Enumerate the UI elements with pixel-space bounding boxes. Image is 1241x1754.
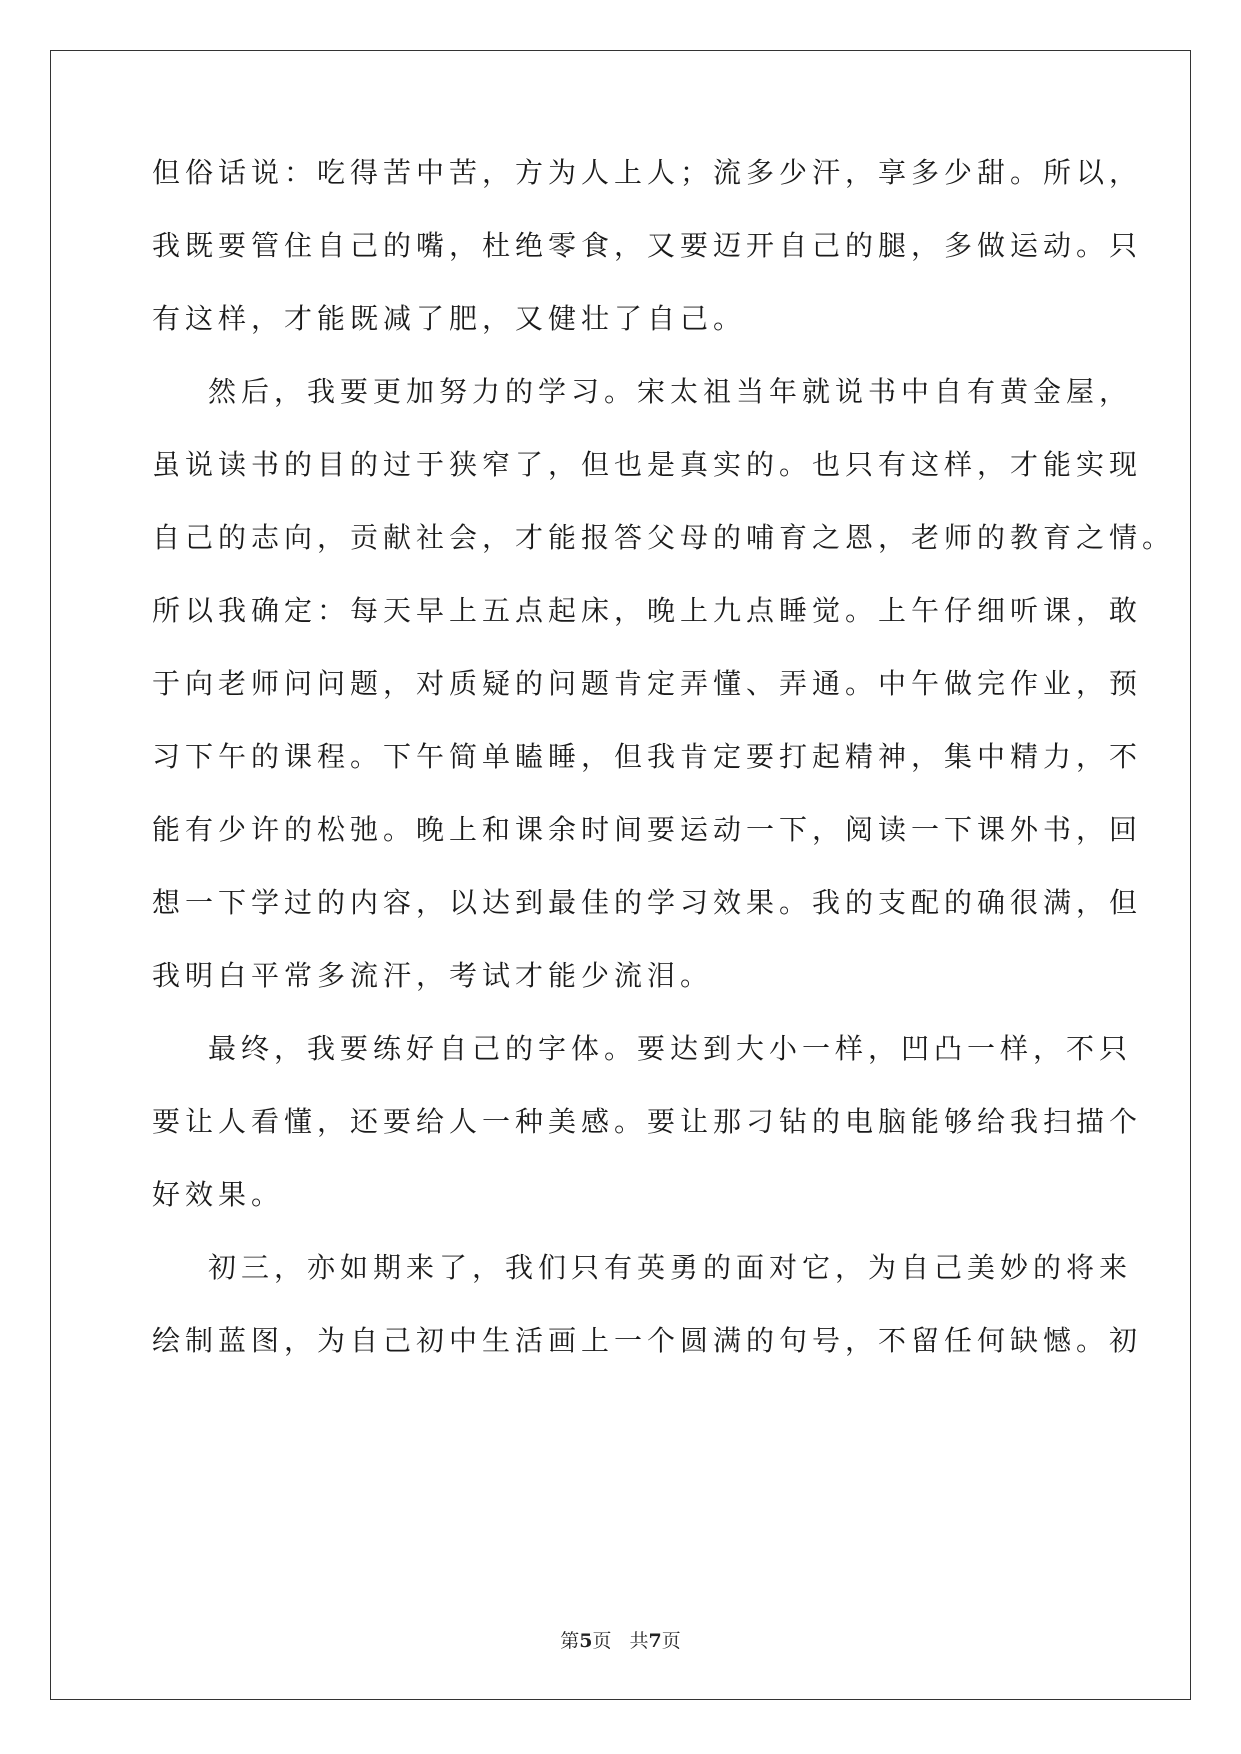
text-line: 想一下学过的内容，以达到最佳的学习效果。我的支配的确很满，但 <box>152 886 1143 919</box>
text-line: 于向老师问问题，对质疑的问题肯定弄懂、弄通。中午做完作业，预 <box>152 667 1143 700</box>
text-line: 习下午的课程。下午简单瞌睡，但我肯定要打起精神，集中精力，不 <box>152 740 1143 773</box>
text-line: 我既要管住自己的嘴，杜绝零食，又要迈开自己的腿，多做运动。只 <box>152 229 1143 262</box>
text-line: 自己的志向，贡献社会，才能报答父母的哺育之恩，老师的教育之情。 <box>152 521 1176 554</box>
total-pages: 7 <box>648 1630 662 1652</box>
total-prefix: 共 <box>629 1630 649 1652</box>
text-line: 绘制蓝图，为自己初中生活画上一个圆满的句号，不留任何缺憾。初 <box>152 1324 1143 1357</box>
text-line: 能有少许的松弛。晚上和课余时间要运动一下，阅读一下课外书，回 <box>152 813 1143 846</box>
text-line: 虽说读书的目的过于狭窄了，但也是真实的。也只有这样，才能实现 <box>152 448 1143 481</box>
paragraph-first-line: 初三，亦如期来了，我们只有英勇的面对它，为自己美妙的将来 <box>208 1251 1133 1284</box>
page-number: 5 <box>579 1630 593 1652</box>
text-line: 我明白平常多流汗，考试才能少流泪。 <box>152 959 714 992</box>
page-suffix: 页 <box>592 1630 612 1652</box>
page-border <box>50 50 1191 1700</box>
text-line: 但俗话说：吃得苦中苦，方为人上人；流多少汗，享多少甜。所以， <box>152 156 1143 189</box>
total-suffix: 页 <box>661 1630 681 1652</box>
paragraph-first-line: 然后，我要更加努力的学习。宋太祖当年就说书中自有黄金屋， <box>208 375 1133 408</box>
text-line: 好效果。 <box>152 1178 285 1211</box>
text-line: 有这样，才能既减了肥，又健壮了自己。 <box>152 302 747 335</box>
paragraph-first-line: 最终，我要练好自己的字体。要达到大小一样，凹凸一样，不只 <box>208 1032 1133 1065</box>
text-line: 要让人看懂，还要给人一种美感。要让那刁钻的电脑能够给我扫描个 <box>152 1105 1143 1138</box>
text-line: 所以我确定：每天早上五点起床，晚上九点睡觉。上午仔细听课，敢 <box>152 594 1143 627</box>
page-prefix: 第 <box>560 1630 580 1652</box>
page-footer <box>0 1629 1241 1653</box>
